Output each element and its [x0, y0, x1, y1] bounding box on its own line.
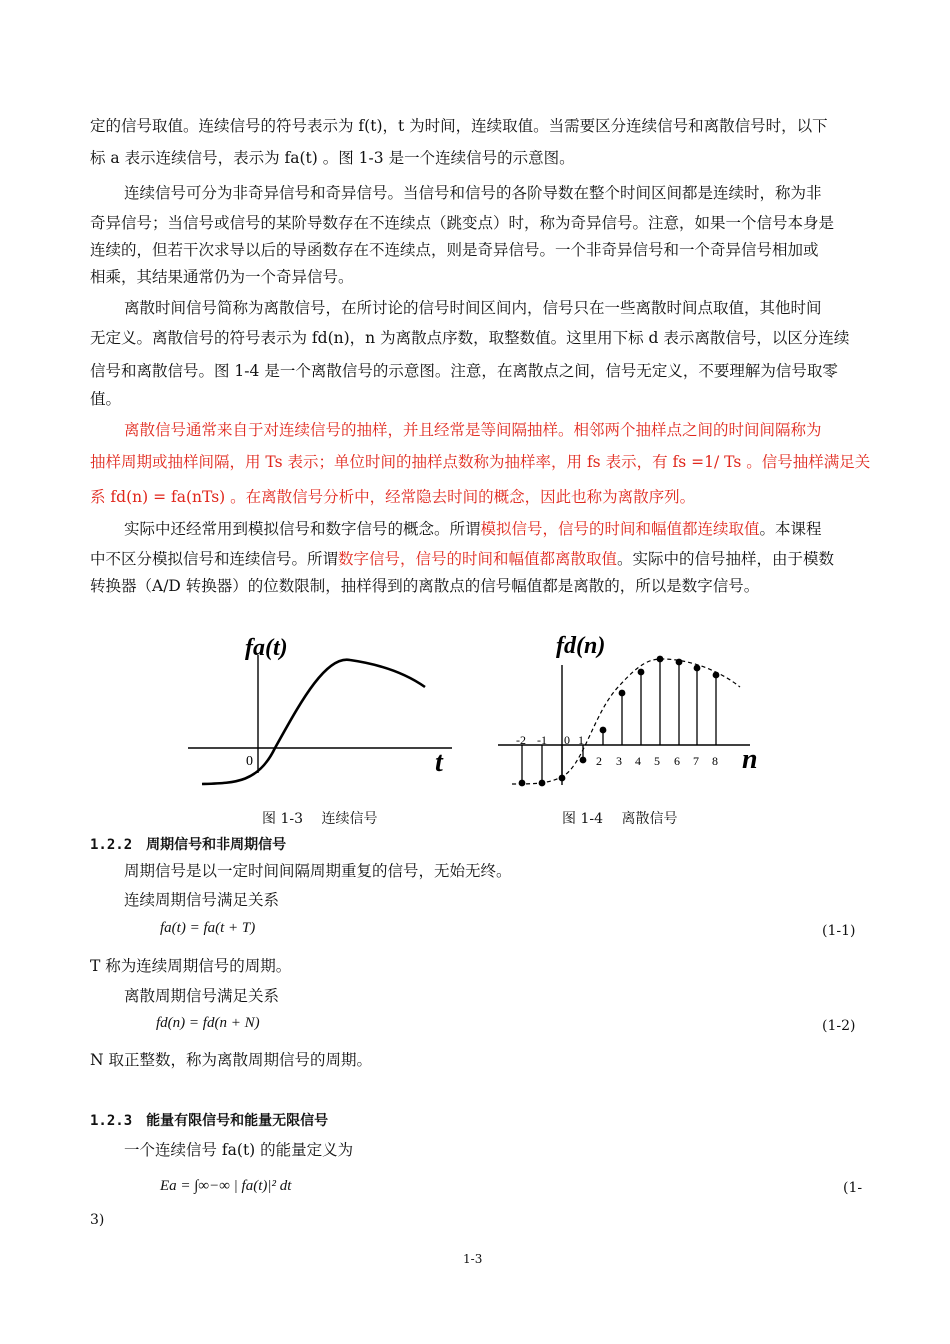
fig4-sample-dot: [580, 757, 587, 764]
fig4-tick-7: 7: [693, 754, 699, 768]
page-number: 1-3: [463, 1252, 483, 1266]
sec122-line2: 连续周期信号满足关系: [124, 891, 280, 909]
para5-line3: 转换器（A/D 转换器）的位数限制，抽样得到的离散点的信号幅值都是离散的，所以是数字信号。: [90, 577, 760, 595]
para2-line4: 相乘，其结果通常仍为一个奇异信号。: [90, 268, 354, 286]
para2-line3: 连续的，但若干次求导以后的导函数存在不连续点，则是奇异信号。一个非奇异信号和一个奇异信号相加或: [90, 241, 819, 259]
fig4-sample-dot: [713, 672, 720, 679]
fig4-sample-dot: [638, 669, 645, 676]
sec122-line4: 离散周期信号满足关系: [124, 987, 280, 1005]
para5-line1: 实际中还经常用到模拟信号和数字信号的概念。所谓模拟信号，信号的时间和幅值都连续取值。本课程: [124, 520, 822, 538]
fig4-tick-2: 2: [596, 754, 602, 768]
fig4-sample-dot: [519, 780, 526, 787]
fig4-sample-dot: [694, 665, 701, 672]
fig4-ylabel: fd(n): [556, 633, 606, 659]
para1-line2: 标 a 表示连续信号，表示为 fa(t) 。图 1-3 是一个连续信号的示意图。: [90, 149, 575, 167]
fig4-caption: 图 1-4 离散信号: [562, 811, 678, 827]
para3-line3: 信号和离散信号。图 1-4 是一个离散信号的示意图。注意，在离散点之间，信号无定义，不要理解为信号取零: [90, 362, 838, 380]
figure-discrete-signal: [490, 625, 780, 805]
fig4-xlabel: n: [742, 744, 758, 775]
fig4-tick-m1: -1: [537, 733, 547, 747]
fig4-tick-6: 6: [674, 754, 680, 768]
para4-line1: 离散信号通常来自于对连续信号的抽样，并且经常是等间隔抽样。相邻两个抽样点之间的时间间隔称为: [124, 421, 822, 439]
fig4-tick-m2: -2: [516, 733, 526, 747]
fig4-sample-dot: [657, 656, 664, 663]
sec122-line1: 周期信号是以一定时间间隔周期重复的信号，无始无终。: [124, 862, 512, 880]
equation-1-3: Ea = ∫∞−∞ | fa(t)|² dt: [160, 1178, 292, 1194]
para5-line2: 中不区分模拟信号和连续信号。所谓数字信号，信号的时间和幅值都离散取值。实际中的信号抽样，由于模数: [90, 550, 835, 568]
fig4-tick-0: 0: [564, 733, 570, 747]
para2-line1: 连续信号可分为非奇异信号和奇异信号。当信号和信号的各阶导数在整个时间区间都是连续时，称为非: [124, 184, 822, 202]
fig4-tick-3: 3: [616, 754, 622, 768]
equation-1-3-number-a: (1-: [843, 1180, 863, 1196]
para3-line2: 无定义。离散信号的符号表示为 fd(n)，n 为离散点序数，取整数值。这里用下标 d 表示离散信号，以区分连续: [90, 329, 850, 347]
equation-1-1-number: (1-1): [822, 923, 856, 939]
fig3-origin: 0: [246, 754, 253, 769]
fig4-tick-8: 8: [712, 754, 718, 768]
equation-1-2: fd(n) = fd(n + N): [156, 1015, 260, 1031]
sec122-line5: N 取正整数，称为离散周期信号的周期。: [90, 1051, 372, 1069]
fig3-ylabel: fa(t): [245, 635, 288, 661]
figure-continuous-signal: [180, 625, 470, 805]
equation-1-3-number-b: 3): [90, 1212, 105, 1228]
fig4-sample-dot: [559, 775, 566, 782]
section-1-2-2-title: 1.2.2 周期信号和非周期信号: [90, 837, 287, 853]
para1-line1: 定的信号取值。连续信号的符号表示为 f(t)，t 为时间，连续取值。当需要区分连续信号和离散信号时，以下: [90, 117, 828, 135]
section-1-2-3-title: 1.2.3 能量有限信号和能量无限信号: [90, 1113, 329, 1129]
para4-line2: 抽样周期或抽样间隔，用 Ts 表示；单位时间的抽样点数称为抽样率，用 fs 表示，有 fs =1/ Ts 。信号抽样满足关: [90, 453, 871, 471]
para2-line2: 奇异信号；当信号或信号的某阶导数存在不连续点（跳变点）时，称为奇异信号。注意，如果一个信号本身是: [90, 214, 835, 232]
fig4-tick-4: 4: [635, 754, 641, 768]
sec122-line3: T 称为连续周期信号的周期。: [90, 957, 292, 975]
fig3-caption: 图 1-3 连续信号: [262, 811, 378, 827]
fig4-tick-5: 5: [654, 754, 660, 768]
para3-line1: 离散时间信号简称为离散信号，在所讨论的信号时间区间内，信号只在一些离散时间点取值，其他时间: [124, 299, 822, 317]
equation-1-1: fa(t) = fa(t + T): [160, 920, 256, 936]
fig3-signal-curve: [202, 660, 425, 784]
sec123-line1: 一个连续信号 fa(t) 的能量定义为: [124, 1141, 354, 1159]
equation-1-2-number: (1-2): [822, 1018, 856, 1034]
para3-line4: 值。: [90, 390, 122, 408]
fig4-sample-dot: [619, 690, 626, 697]
fig3-xlabel: t: [435, 747, 443, 778]
fig4-envelope: [512, 659, 740, 784]
fig4-sample-dot: [600, 727, 607, 734]
fig4-tick-1: 1: [578, 733, 584, 747]
fig4-sample-dot: [539, 780, 546, 787]
fig4-sample-dot: [676, 659, 683, 666]
para4-line3: 系 fd(n) = fa(nTs) 。在离散信号分析中，经常隐去时间的概念，因此也称为离散序列。: [90, 488, 696, 506]
